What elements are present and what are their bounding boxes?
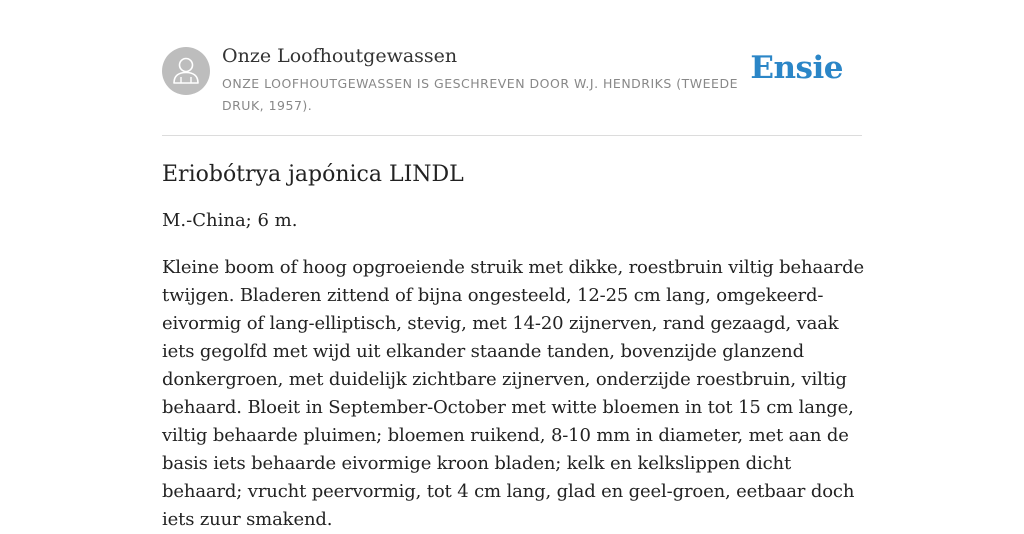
ensie-logo[interactable]: Ensie <box>750 50 843 86</box>
source-description: ONZE LOOFHOUTGEWASSEN IS GESCHREVEN DOOR W.J. HENDRIKS (TWEEDE DRUK, 1957). <box>222 76 738 113</box>
user-placeholder-icon[interactable] <box>162 47 210 95</box>
entry-meta: M.-China; 6 m. <box>162 210 298 231</box>
entry-title: Eriobótrya japónica LINDL <box>162 162 464 187</box>
entry-body: Kleine boom of hoog opgroeiende struik met dikke, roestbruin viltig behaarde twijgen. Bladeren zittend of bijna ongesteeld, 12-25 cm lang, omgekeerd-eivormig of lang-elliptisch, stevig, met 14-20 zijnerven, rand gezaagd, vaak iets gegolfd met wijd uit elkander staande tanden, bovenzijde glanzend donkergroen, met duidelijk zichtbare zijnerven, onderzijde roestbruin, viltig behaard. Bloeit in September-October met witte bloemen in tot 15 cm lange, viltig behaarde pluimen; bloemen ruikend, 8-10 mm in diameter, met aan de basis iets behaarde eivormige kroon bladen; kelk en kelkslippen dicht behaard; vrucht peervormig, tot 4 cm lang, glad en geel-groen, eetbaar doch iets zuur smakend. <box>162 257 864 530</box>
entry-article <box>162 158 866 534</box>
source-title[interactable]: Onze Loofhoutgewassen <box>222 45 458 67</box>
source-header <box>162 44 862 136</box>
